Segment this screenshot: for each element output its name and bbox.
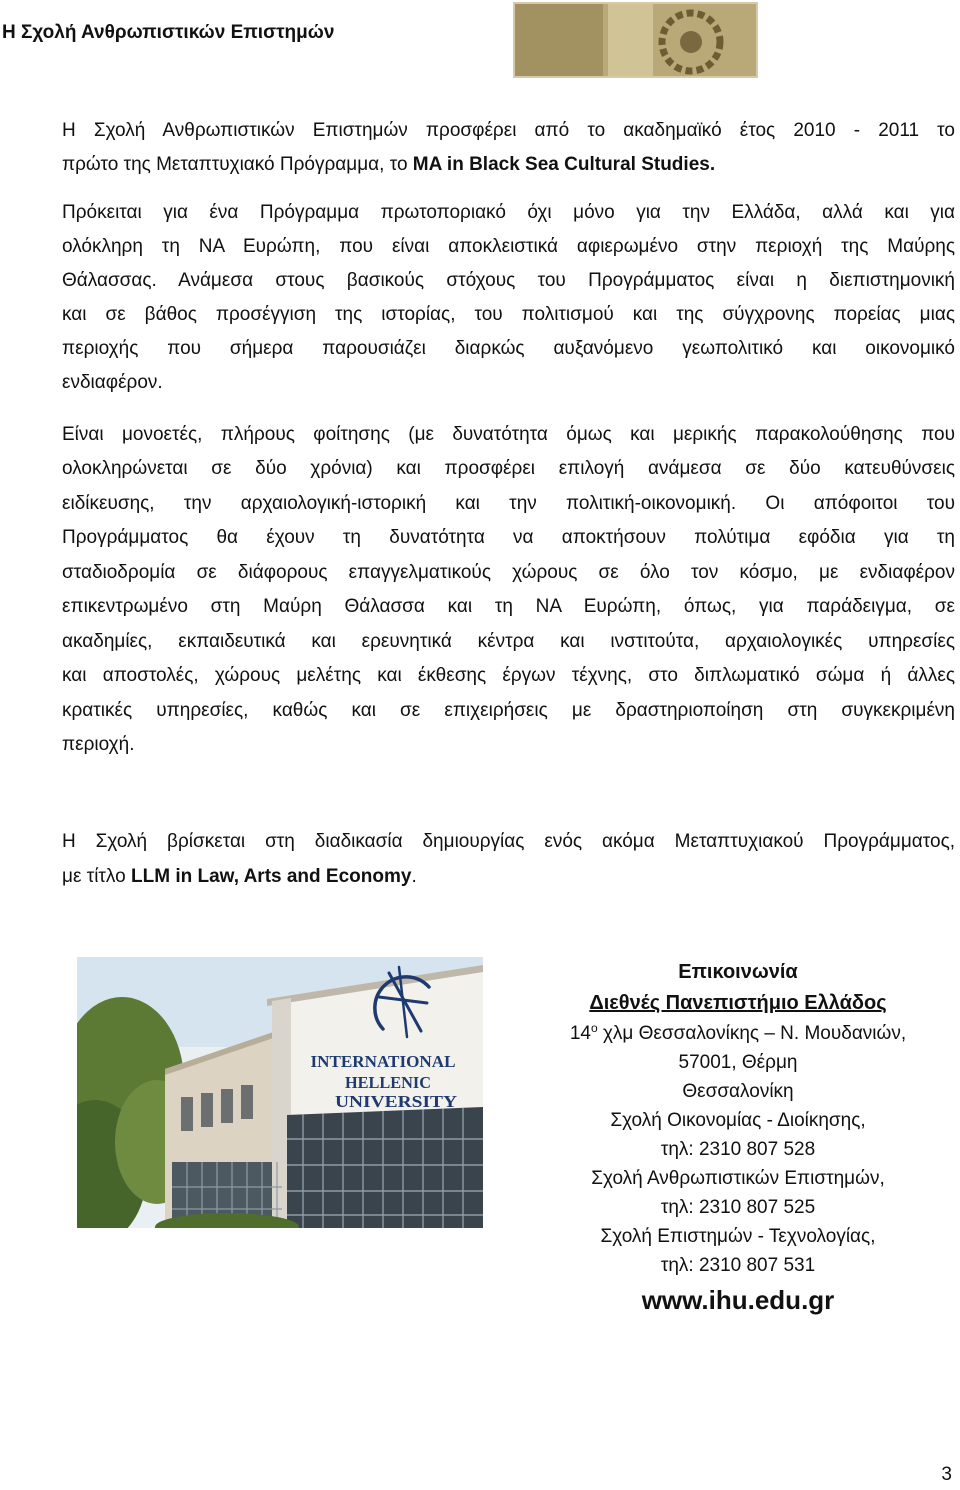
paragraph-line: επικεντρωμένο στη Μαύρη Θάλασσα και τη ΝΑ Ευρώπη, όπως, για παράδειγμα, σε bbox=[62, 596, 955, 618]
school-name: Σχολή Ανθρωπιστικών Επιστημών, bbox=[591, 1168, 885, 1189]
paragraph-line: Θάλασσας. Ανάμεσα στους βασικούς στόχους του Προγράμματος είναι η διεπιστημονική bbox=[62, 270, 955, 291]
paragraph-line: σταδιοδρομία σε διάφορους επαγγελματικούς χώρους σε όλο τον κόσμο, με ενδιαφέρον bbox=[62, 561, 955, 583]
address-road bbox=[520, 1019, 956, 1048]
paragraph-line: Η Σχολή Ανθρωπιστικών Επιστημών προσφέρει από το ακαδημαϊκό έτος 2010 - 2011 το bbox=[62, 120, 955, 141]
program-description-paragraph bbox=[62, 196, 955, 400]
address-km-superscript: ο bbox=[590, 1021, 598, 1035]
paragraph-line bbox=[62, 148, 955, 182]
paragraph-line: ολόκληρη τη ΝΑ Ευρώπη, που είναι αποκλειστικά αφιερωμένο στην περιοχή της Μαύρης bbox=[62, 236, 955, 257]
sign-text-line: HELLENIC bbox=[345, 1073, 431, 1092]
paragraph-line: ακαδημίες, εκπαιδευτικά και ερευνητικά κέντρα και ινστιτούτα, αρχαιολογικές υπηρεσίες bbox=[62, 630, 955, 652]
left-wing-window bbox=[181, 1097, 193, 1131]
address-road-text: χλμ Θεσσαλονίκης – Ν. Μουδανιών, bbox=[597, 1023, 907, 1044]
contact-heading: Επικοινωνία bbox=[678, 961, 798, 983]
intro-text: πρώτο της Μεταπτυχιακό Πρόγραμμα, το bbox=[62, 154, 413, 175]
paragraph-line: Η Σχολή βρίσκεται στη διαδικασία δημιουργίας ενός ακόμα Μεταπτυχιακού Προγράμματος, bbox=[62, 831, 955, 852]
left-wing-window bbox=[221, 1089, 233, 1123]
university-building-photo bbox=[77, 957, 483, 1228]
address-km-number: 14 bbox=[569, 1023, 591, 1044]
glass-curtain-wall bbox=[287, 1107, 483, 1228]
paragraph-line: ολοκληρώνεται σε δύο χρόνια) και προσφέρει επιλογή ανάμεσα σε δύο κατευθύνσεις bbox=[62, 458, 955, 480]
paragraph-line bbox=[62, 859, 955, 894]
paragraph-line: Πρόκειται για ένα Πρόγραμμα πρωτοποριακό όχι μόνο για την Ελλάδα, αλλά και για bbox=[62, 202, 955, 223]
sign-text-line: UNIVERSITY bbox=[335, 1092, 457, 1111]
program-title-bold: MA in Black Sea Cultural Studies. bbox=[412, 154, 716, 175]
page-number: 3 bbox=[941, 1464, 952, 1485]
school-phone: τηλ: 2310 807 531 bbox=[660, 1255, 816, 1276]
paragraph-line: Προγράμματος θα έχουν τη δυνατότητα να αποκτήσουν πολύτιμα εφόδια για τη bbox=[62, 527, 955, 549]
left-wing-window bbox=[241, 1085, 253, 1119]
school-name: Σχολή Οικονομίας - Διοίκησης, bbox=[610, 1110, 866, 1131]
school-name: Σχολή Επιστημών - Τεχνολογίας, bbox=[600, 1226, 876, 1247]
paragraph-line: και αποστολές, χώρους μελέτης και έκθεσης έργων τέχνης, στο διπλωματικό σώμα ή άλλες bbox=[62, 665, 955, 687]
new-program-paragraph bbox=[62, 824, 955, 894]
gear-hub bbox=[680, 31, 702, 53]
paragraph-line: ενδιαφέρον. bbox=[62, 372, 163, 393]
institution-name: Διεθνές Πανεπιστήμιο Ελλάδος bbox=[589, 992, 887, 1014]
address-postcode: 57001, Θέρμη bbox=[678, 1052, 798, 1073]
paragraph-line: κρατικές υπηρεσίες, καθώς και σε επιχειρήσεις με δραστηριοποίηση στη συγκεκριμένη bbox=[62, 699, 955, 721]
contact-block bbox=[520, 957, 956, 1320]
program-details-paragraph bbox=[62, 418, 955, 762]
paragraph-line: ειδίκευσης, την αρχαιολογική-ιστορική και την πολιτική-οικονομική. Οι απόφοιτοι του bbox=[62, 492, 955, 514]
school-phone: τηλ: 2310 807 525 bbox=[660, 1197, 816, 1218]
address-city: Θεσσαλονίκη bbox=[682, 1081, 794, 1102]
website-link[interactable]: www.ihu.edu.gr bbox=[641, 1285, 835, 1315]
header-image-shade bbox=[513, 2, 603, 78]
new-program-suffix: . bbox=[411, 866, 417, 887]
header-decorative-image bbox=[513, 2, 758, 78]
intro-paragraph bbox=[62, 114, 955, 182]
sign-text-line: INTERNATIONAL bbox=[310, 1052, 456, 1071]
paragraph-line: περιοχής που σήμερα παρουσιάζει διαρκώς αυξανόμενο γεωπολιτικό και οικονομικό bbox=[62, 338, 955, 359]
new-program-prefix: με τίτλο bbox=[62, 866, 131, 887]
left-wing-window bbox=[201, 1093, 213, 1127]
new-program-title-bold: LLM in Law, Arts and Economy bbox=[131, 866, 412, 887]
running-header-title: Η Σχολή Ανθρωπιστικών Επιστημών bbox=[2, 22, 335, 43]
paragraph-line: περιοχή. bbox=[62, 733, 135, 755]
paragraph-line: και σε βάθος προσέγγιση της ιστορίας, του πολιτισμού και της σύγχρονης πορείας μιας bbox=[62, 304, 955, 325]
school-phone: τηλ: 2310 807 528 bbox=[660, 1139, 816, 1160]
paragraph-line: Είναι μονοετές, πλήρους φοίτησης (με δυνατότητα όμως και μερικής παρακολούθησης που bbox=[62, 424, 955, 445]
header-image-highlight bbox=[608, 2, 653, 78]
